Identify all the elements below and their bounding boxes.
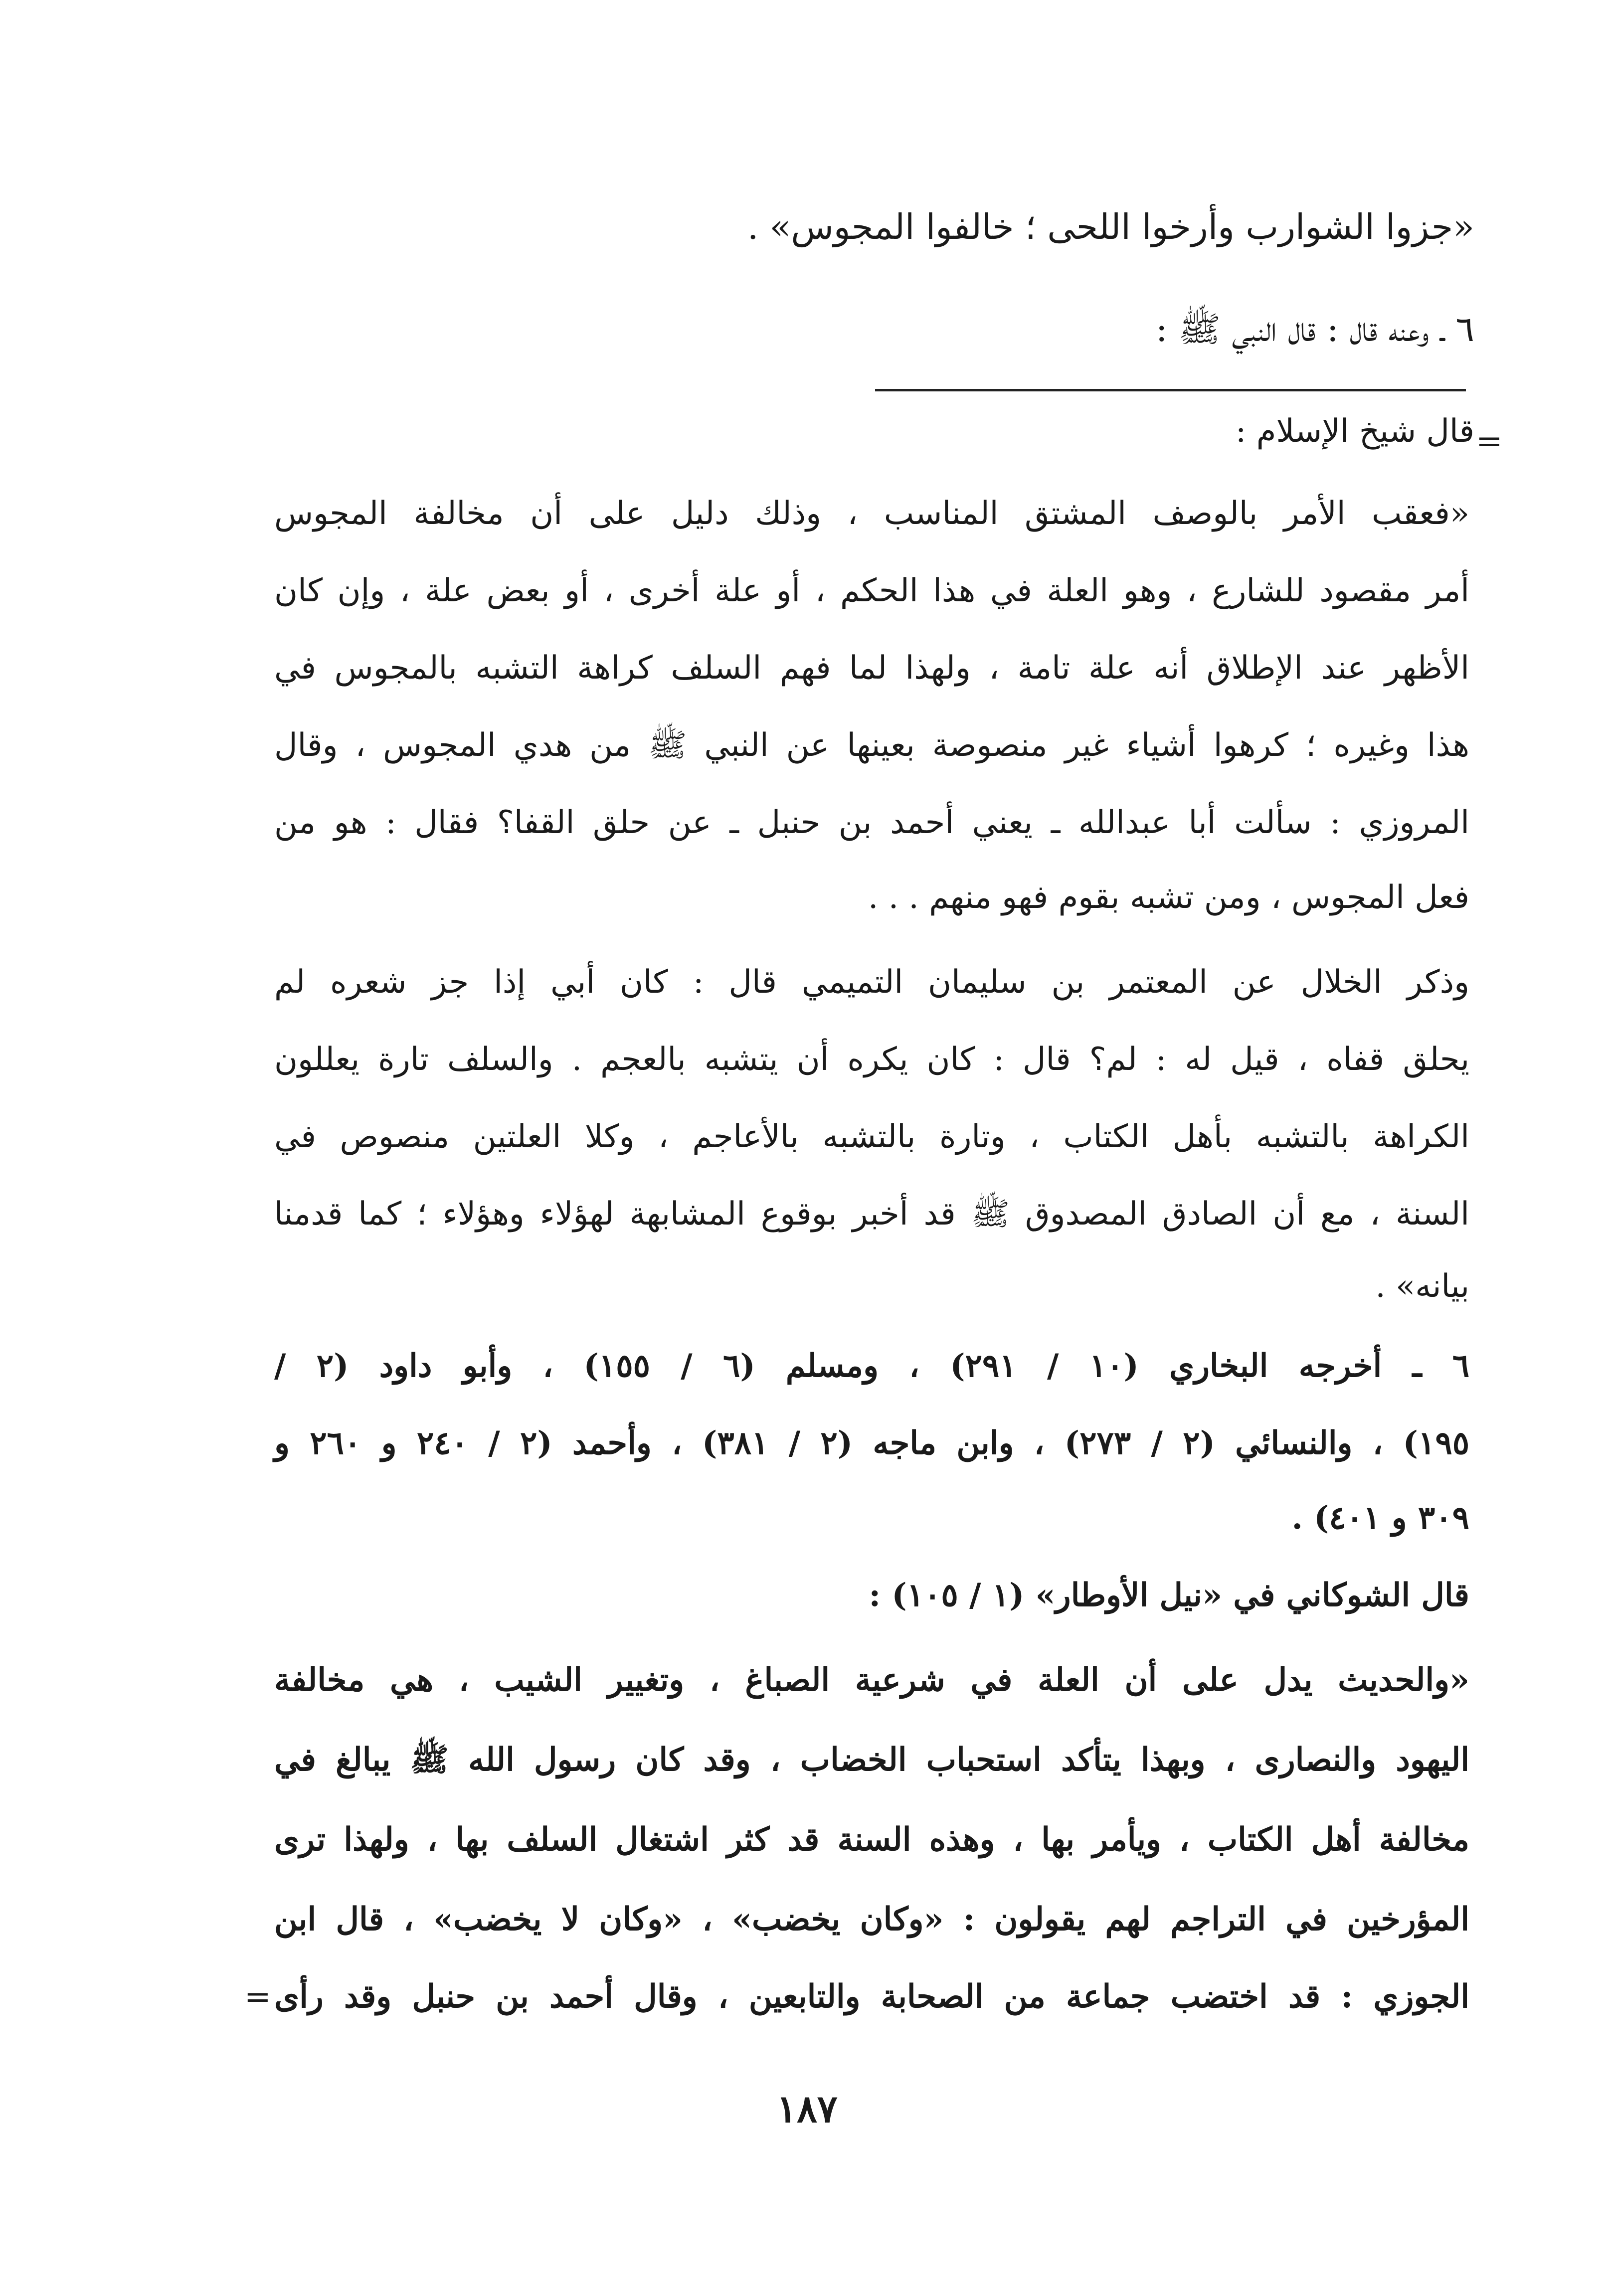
- footnote-line: بيانه» .: [1375, 1268, 1469, 1305]
- footnote-line: فعل المجوس ، ومن تشبه بقوم فهو منهم . . .: [868, 879, 1469, 916]
- commentary-line: اليهود والنصارى ، وبهذا يتأكد استحباب الخضاب ، وقد كان رسول الله ﷺ يبالغ في: [274, 1741, 1470, 1778]
- footnote-line: المروزي : سألت أبا عبدالله ـ يعني أحمد بن حنبل ـ عن حلق القفا؟ فقال : هو من: [274, 804, 1469, 841]
- commentary-line: مخالفة أهل الكتاب ، ويأمر بها ، وهذه السنة قد كثر اشتغال السلف بها ، ولهذا ترى: [274, 1821, 1469, 1858]
- footnote-separator: [875, 389, 1466, 391]
- commentary-line: «والحديث يدل على أن العلة في شرعية الصباغ ، وتغيير الشيب ، هي مخالفة: [274, 1661, 1470, 1699]
- takhrij-line: ٦ ـ أخرجه البخاري (١٠ / ٢٩١) ، ومسلم (٦ / ١٥٥) ، وأبو داود (٢ /: [274, 1347, 1470, 1385]
- takhrij-line: ١٩٥) ، والنسائي (٢ / ٢٧٣) ، وابن ماجه (٢ / ٣٨١) ، وأحمد (٢ / ٢٤٠ و ٢٦٠ و: [274, 1424, 1470, 1462]
- footnote-line: الأظهر عند الإطلاق أنه علة تامة ، ولهذا لما فهم السلف كراهة التشبه بالمجوس في: [274, 650, 1469, 687]
- continuation-mark-bottom: =: [244, 1978, 271, 2015]
- commentary-line: قال الشوكاني في «نيل الأوطار» (١ / ١٠٥) :: [869, 1577, 1469, 1614]
- footnote-line: هذا وغيره ؛ كرهوا أشياء غير منصوصة بعينها عن النبي ﷺ من هدي المجوس ، وقال: [274, 727, 1469, 764]
- footnote-line: أمر مقصود للشارع ، وهو العلة في هذا الحكم ، أو علة أخرى ، أو بعض علة ، وإن كان: [274, 572, 1469, 609]
- page-number: ١٨٧: [776, 2087, 838, 2131]
- footnote-line: «فعقب الأمر بالوصف المشتق المناسب ، وذلك دليل على أن مخالفة المجوس: [274, 495, 1469, 532]
- footnote-line: الكراهة بالتشبه بأهل الكتاب ، وتارة بالتشبه بالأعاجم ، وكلا العلتين منصوص في: [274, 1118, 1469, 1155]
- footnote-line: قال شيخ الإسلام :: [1235, 413, 1474, 450]
- main-text-line-2: ٦ ـ وعنه قال : قال النبي ﷺ :: [1155, 309, 1474, 350]
- commentary-line: المؤرخين في التراجم لهم يقولون : «وكان يخضب» ، «وكان لا يخضب» ، قال ابن: [274, 1901, 1469, 1938]
- takhrij-line: ٣٠٩ و ٤٠١) .: [1291, 1499, 1469, 1537]
- continuation-mark-top: =: [1476, 423, 1503, 460]
- commentary-line: الجوزي : قد اختضب جماعة من الصحابة والتابعين ، وقال أحمد بن حنبل وقد رأى: [274, 1978, 1470, 2015]
- footnote-line: السنة ، مع أن الصادق المصدوق ﷺ قد أخبر بوقوع المشابهة لهؤلاء وهؤلاء ؛ كما قدمنا: [274, 1196, 1469, 1233]
- main-text-line-1: «جزوا الشوارب وأرخوا اللحى ؛ خالفوا المجوس» .: [747, 206, 1474, 247]
- footnote-line: وذكر الخلال عن المعتمر بن سليمان التميمي قال : كان أبي إذا جز شعره لم: [274, 964, 1469, 1001]
- footnote-line: يحلق قفاه ، قيل له : لم؟ قال : كان يكره أن يتشبه بالعجم . والسلف تارة يعللون: [274, 1041, 1469, 1078]
